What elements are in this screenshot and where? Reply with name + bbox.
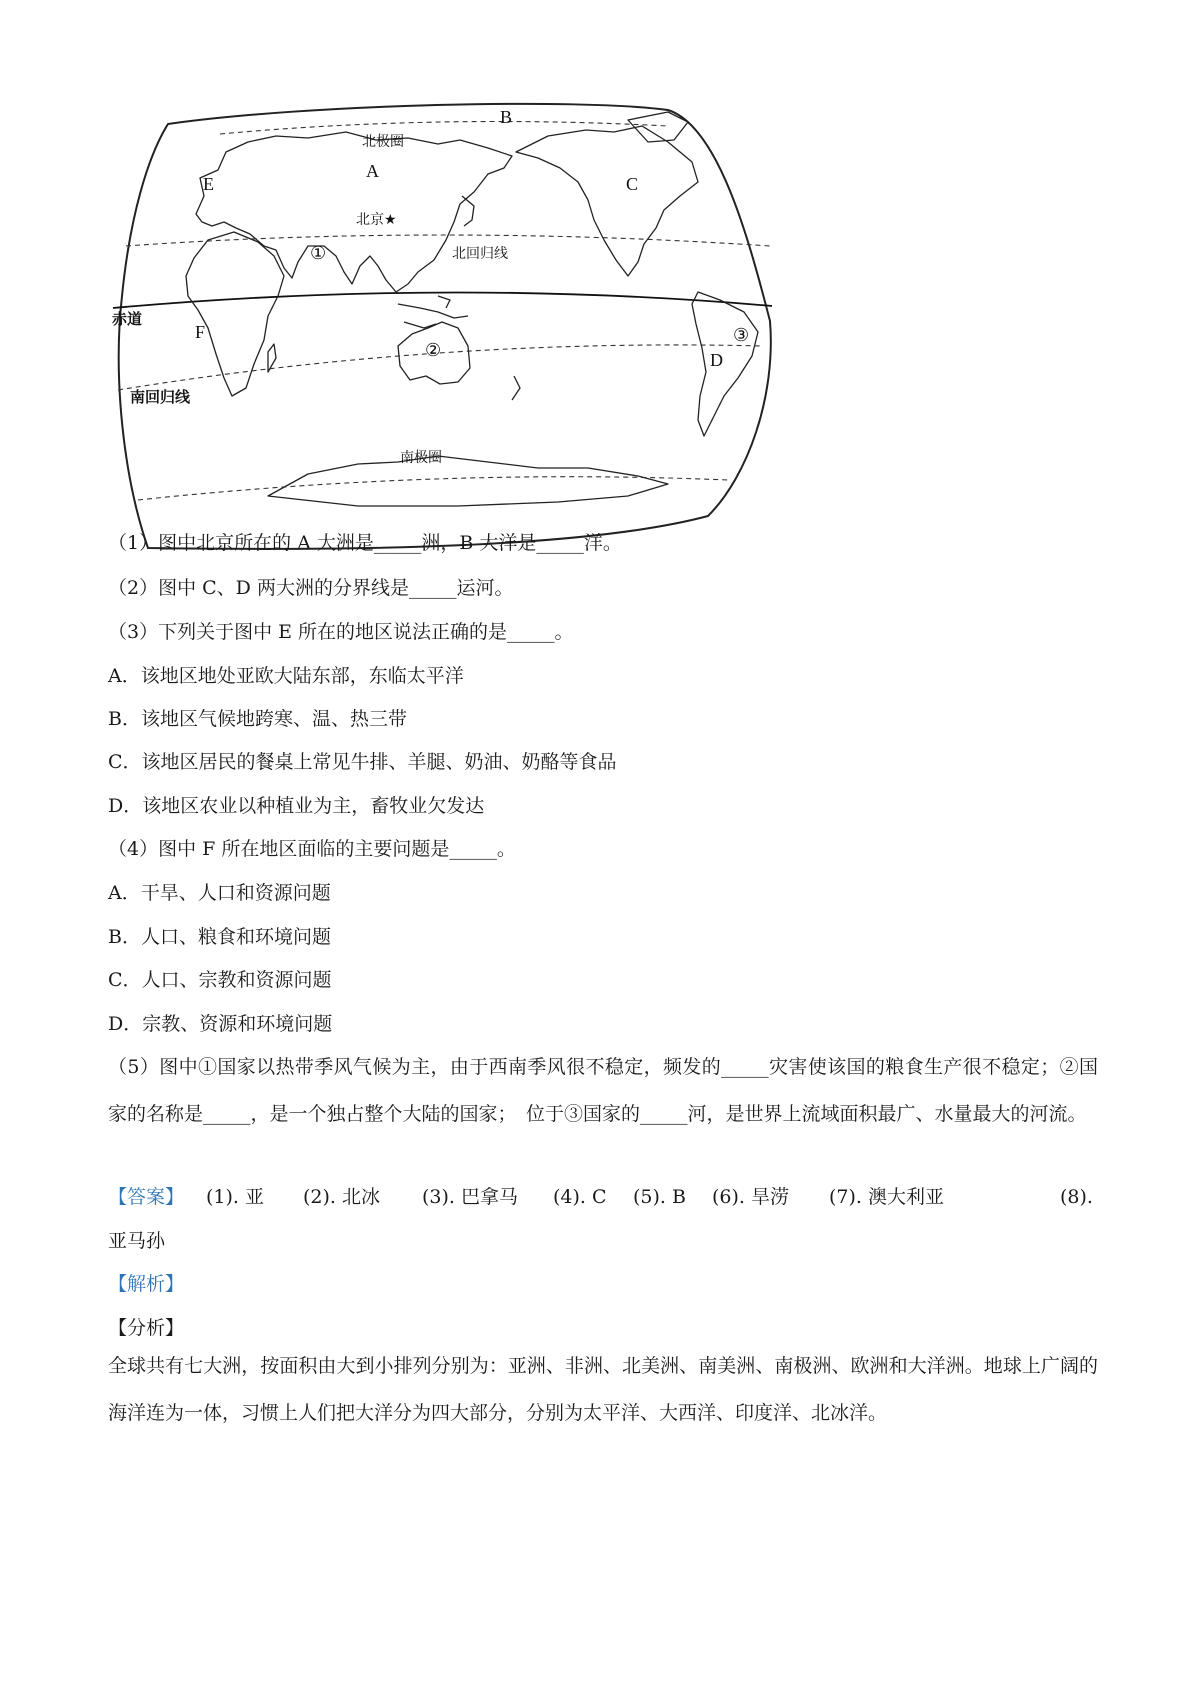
label-antarctic-circle: 南极圈 xyxy=(400,450,442,466)
analysis-text: 全球共有七大洲，按面积由大到小排列分别为：亚洲、非洲、北美洲、南美洲、南极洲、欧洲和大洋洲。地球上广阔的海洋连为一体，习惯上人们把大洋分为四大部分，分别为太平洋、大西洋、印度洋、北冰洋。 xyxy=(108,1355,1098,1424)
question-4-option-a: A．干旱、人口和资源问题 xyxy=(108,882,331,904)
answer-item-8: (8). xyxy=(1060,1186,1093,1208)
analysis-tag: 【解析】 xyxy=(108,1273,185,1295)
question-5: （5）图中①国家以热带季风气候为主，由于西南季风很不稳定，频发的_____灾害使该国的粮食生产很不稳定；②国家的名称是_____，是一个独占整个大陆的国家； 位于③国家的_____河，是世界上流域面积最广、水量最大的河流。 xyxy=(108,1056,1098,1125)
question-1: （1）图中北京所在的 A 大洲是_____洲，B 大洋是_____洋。 xyxy=(108,532,622,554)
arctic-circle-line xyxy=(220,122,668,135)
label-A: A xyxy=(366,161,379,181)
answer-tag: 【答案】 xyxy=(108,1186,185,1208)
question-4-option-d: D．宗教、资源和环境问题 xyxy=(108,1013,333,1035)
answer-item-2: (2). 北冰 xyxy=(303,1186,380,1208)
antarctic-circle-line xyxy=(138,477,728,500)
label-tropic-of-cancer: 北回归线 xyxy=(452,246,508,262)
label-E: E xyxy=(203,174,214,194)
question-2: （2）图中 C、D 两大洲的分界线是_____运河。 xyxy=(108,577,514,599)
answer-item-7: (7). 澳大利亚 xyxy=(829,1186,944,1208)
equator-line xyxy=(113,292,772,308)
question-3-option-c: C．该地区居民的餐桌上常见牛排、羊腿、奶油、奶酪等食品 xyxy=(108,751,617,773)
question-3: （3）下列关于图中 E 所在的地区说法正确的是_____。 xyxy=(108,621,574,643)
eurasia-landmass xyxy=(196,132,512,292)
label-circled-2: ② xyxy=(425,340,442,360)
answer-item-1: (1). 亚 xyxy=(206,1186,264,1208)
question-3-option-d: D．该地区农业以种植业为主，畜牧业欠发达 xyxy=(108,795,485,817)
label-beijing: 北京★ xyxy=(356,212,397,228)
new-zealand-island xyxy=(512,376,520,400)
label-arctic-circle: 北极圈 xyxy=(362,134,404,150)
analysis-subtag: 【分析】 xyxy=(108,1317,185,1339)
label-B: B xyxy=(500,107,513,127)
label-circled-3: ③ xyxy=(733,325,750,345)
label-F: F xyxy=(195,322,206,342)
question-3-option-a: A．该地区地处亚欧大陆东部，东临太平洋 xyxy=(108,665,464,687)
label-tropic-of-capricorn: 南回归线 xyxy=(130,388,191,406)
question-4-option-b: B．人口、粮食和环境问题 xyxy=(108,926,331,948)
answer-continuation: 亚马孙 xyxy=(108,1230,166,1252)
answer-item-3: (3). 巴拿马 xyxy=(422,1186,518,1208)
north-america-landmass xyxy=(516,126,698,276)
madagascar-island xyxy=(268,344,276,372)
world-map-svg xyxy=(108,96,780,556)
label-circled-1: ① xyxy=(310,243,327,263)
africa-landmass xyxy=(186,232,284,396)
answer-item-5: (5). B xyxy=(633,1186,686,1208)
label-D: D xyxy=(710,350,723,370)
label-equator: 赤道 xyxy=(112,310,143,328)
antarctica-landmass xyxy=(268,456,668,506)
answer-item-6: (6). 旱涝 xyxy=(712,1186,789,1208)
question-4: （4）图中 F 所在地区面临的主要问题是_____。 xyxy=(108,838,516,860)
question-4-option-c: C．人口、宗教和资源问题 xyxy=(108,969,332,991)
south-america-landmass xyxy=(692,292,758,436)
sea-islands xyxy=(398,296,468,328)
world-map xyxy=(108,96,780,556)
question-3-option-b: B．该地区气候地跨寒、温、热三带 xyxy=(108,708,407,730)
answer-item-4: (4). C xyxy=(553,1186,607,1208)
label-C: C xyxy=(626,174,639,194)
